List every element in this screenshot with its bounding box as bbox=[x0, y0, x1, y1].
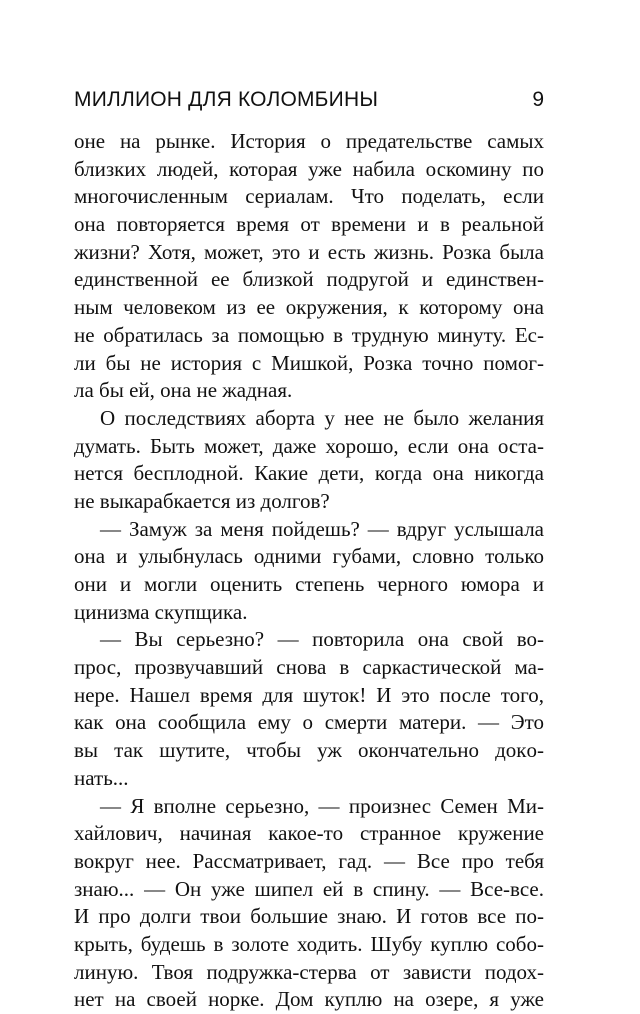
text-line: хайлович, начиная какое-то странное кружение bbox=[74, 821, 544, 846]
text-line: не обратилась за помощью в трудную минуту. Ес- bbox=[74, 322, 544, 347]
text-line: — Я вполне серьезно, — произнес Семен Ми- bbox=[100, 793, 544, 818]
text-line: ли бы не история с Мишкой, Розка точно помог- bbox=[74, 350, 544, 375]
text-line: оне на рынке. История о предательстве самых bbox=[74, 129, 544, 153]
text-line: ным человеком из ее окружения, к которому она bbox=[74, 295, 544, 320]
text-line: единственной ее близкой подругой и единствен- bbox=[74, 267, 544, 292]
text-line: знаю... — Он уже шипел ей в спину. — Все-все. bbox=[74, 876, 544, 901]
text-line: они и могли оценить степень черного юмора и bbox=[74, 572, 544, 596]
text-line: нать... bbox=[74, 765, 129, 790]
text-line: близких людей, которая уже набила оскомину по bbox=[74, 156, 544, 181]
text-line: — Вы серьезно? — повторила она свой во- bbox=[100, 627, 544, 652]
book-title: МИЛЛИОН ДЛЯ КОЛОМБИНЫ bbox=[74, 88, 379, 111]
text-line: нере. Нашел время для шуток! И это после того, bbox=[74, 682, 544, 707]
text-line: линую. Твоя подружка-стерва от зависти подох- bbox=[74, 959, 544, 984]
text-line: — Замуж за меня пойдешь? — вдруг услышала bbox=[100, 516, 544, 541]
running-header bbox=[74, 86, 544, 116]
text-line: думать. Быть может, даже хорошо, если она оста- bbox=[74, 433, 544, 458]
text-line: И про долги твои большие знаю. И готов все по- bbox=[74, 904, 544, 929]
text-line: прос, прозвучавший снова в саркастической ма- bbox=[74, 655, 544, 680]
text-line: она повторяется время от времени и в реальной bbox=[74, 212, 544, 237]
text-line: она и улыбнулась одними губами, словно только bbox=[74, 544, 544, 569]
text-line: как она сообщила ему о смерти матери. — Это bbox=[74, 710, 544, 735]
text-line: нется бесплодной. Какие дети, когда она никогда bbox=[74, 461, 544, 486]
text-line: вы так шутите, чтобы уж окончательно докo- bbox=[74, 738, 544, 763]
text-line: жизни? Хотя, может, это и есть жизнь. Розка была bbox=[74, 239, 544, 264]
body-text bbox=[74, 128, 544, 1014]
text-line: О последствиях аборта у нее не было желания bbox=[100, 405, 544, 430]
page-number: 9 bbox=[532, 88, 544, 111]
text-line: многочисленным сериалам. Что поделать, если bbox=[74, 184, 544, 209]
text-line: цинизма скупщика. bbox=[74, 599, 248, 624]
text-line: не выкарабкается из долгов? bbox=[74, 488, 330, 513]
text-line: вокруг нее. Рассматривает, гад. — Все про тебя bbox=[74, 848, 544, 873]
text-line: крыть, будешь в золоте ходить. Шубу куплю собо- bbox=[74, 931, 544, 956]
text-line: ла бы ей, она не жадная. bbox=[74, 378, 293, 403]
text-line: нет на своей норке. Дом куплю на озере, я уже bbox=[74, 987, 544, 1012]
